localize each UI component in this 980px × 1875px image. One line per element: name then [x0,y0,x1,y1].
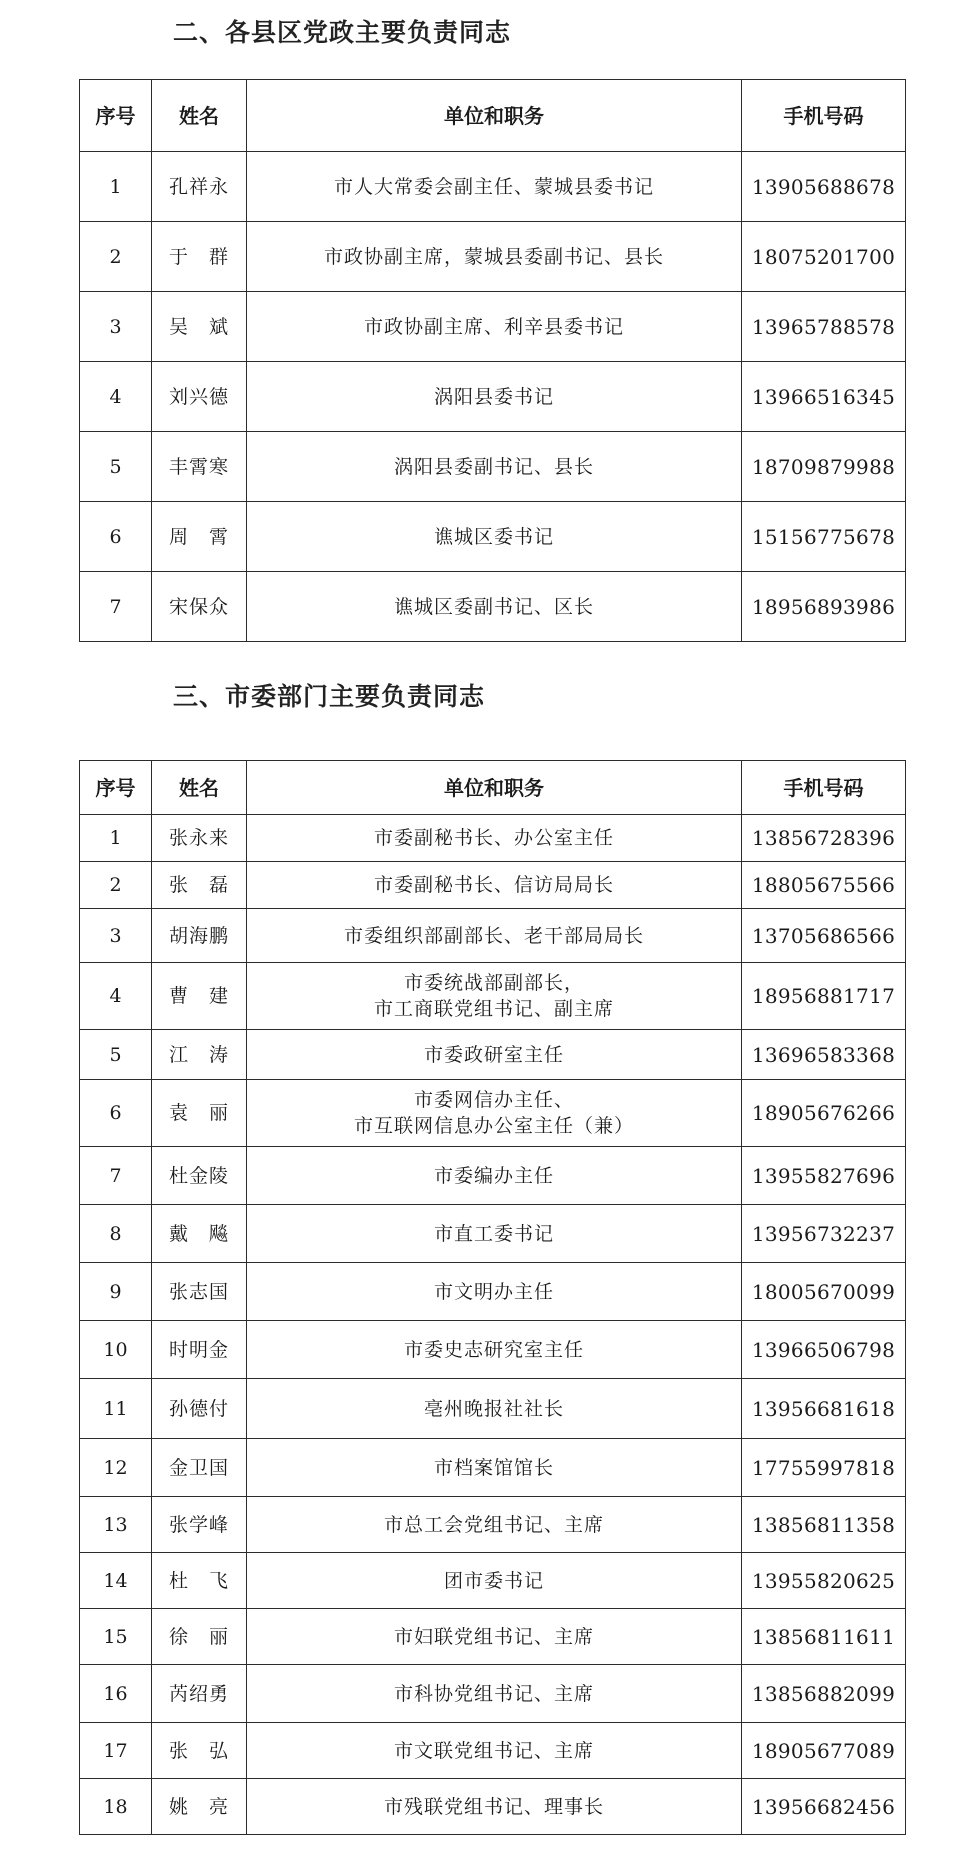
position-title [247,909,742,963]
row-number: 10 [80,1321,152,1379]
phone-number: 18805675566 [742,862,906,909]
duty-line: 市互联网信息办公室主任（兼） [353,1115,634,1137]
table-row [80,815,906,862]
table-row [80,1779,906,1835]
table-row [80,152,906,222]
phone-number: 13856882099 [742,1665,906,1723]
phone-number: 13955827696 [742,1147,906,1205]
table-row [80,1609,906,1665]
row-number: 7 [80,572,152,642]
position-title [247,862,742,909]
phone-number: 18905676266 [742,1080,906,1147]
position-title [247,1779,742,1835]
row-number: 2 [80,862,152,909]
phone-number: 13856811358 [742,1497,906,1553]
person-name: 杜 飞 [152,1553,247,1609]
row-number: 3 [80,292,152,362]
duty-line: 亳州晚报社社长 [423,1397,564,1420]
table-row [80,1321,906,1379]
row-number: 9 [80,1263,152,1321]
person-name: 姚 亮 [152,1779,247,1835]
row-number: 8 [80,1205,152,1263]
duty-line: 市直工委书记 [433,1222,554,1245]
duty-line: 市文明办主任 [433,1280,554,1303]
person-name: 徐 丽 [152,1609,247,1665]
position-title [247,1030,742,1080]
row-number: 7 [80,1147,152,1205]
header-cell-duty: 单位和职务 [247,80,742,152]
department-leaders-tbody [80,761,906,1835]
duty-line: 市委编办主任 [433,1164,554,1187]
position-title [247,1665,742,1723]
position-title [247,1497,742,1553]
phone-number: 13956732237 [742,1205,906,1263]
row-number: 6 [80,502,152,572]
header-cell-name: 姓名 [152,761,247,815]
table-row [80,1723,906,1779]
position-title [247,1553,742,1609]
duty-line: 团市委书记 [443,1569,544,1592]
phone-number: 17755997818 [742,1439,906,1497]
phone-number: 13966506798 [742,1321,906,1379]
person-name: 刘兴德 [152,362,247,432]
duty-line: 市委网信办主任、 [413,1089,574,1111]
table-row [80,1147,906,1205]
position-title [247,1321,742,1379]
position-title [247,1147,742,1205]
department-leaders-table [79,760,906,1835]
duty-line: 市残联党组书记、理事长 [383,1795,604,1818]
header-cell-phone: 手机号码 [742,761,906,815]
person-name: 张学峰 [152,1497,247,1553]
row-number: 12 [80,1439,152,1497]
table-row [80,1030,906,1080]
duty-line: 市科协党组书记、主席 [393,1682,594,1705]
person-name: 芮绍勇 [152,1665,247,1723]
table-row [80,1665,906,1723]
person-name: 丰霄寒 [152,432,247,502]
position-title [247,963,742,1030]
duty-line: 市委副秘书长、办公室主任 [373,827,614,849]
phone-number: 13696583368 [742,1030,906,1080]
phone-number: 13966516345 [742,362,906,432]
phone-number: 15156775678 [742,502,906,572]
person-name: 戴 飚 [152,1205,247,1263]
phone-number: 13955820625 [742,1553,906,1609]
position-title: 市政协副主席、利辛县委书记 [247,292,742,362]
person-name: 袁 丽 [152,1080,247,1147]
phone-number: 13905688678 [742,152,906,222]
header-cell-no: 序号 [80,80,152,152]
table-row [80,963,906,1030]
person-name: 杜金陵 [152,1147,247,1205]
table-row [80,432,906,502]
header-row [80,80,906,152]
duty-line: 市委副秘书长、信访局局长 [373,874,614,896]
duty-line: 市总工会党组书记、主席 [383,1513,604,1536]
row-number: 15 [80,1609,152,1665]
position-title: 市政协副主席，蒙城县委副书记、县长 [247,222,742,292]
position-title [247,1723,742,1779]
phone-number: 13856811611 [742,1609,906,1665]
person-name: 张永来 [152,815,247,862]
person-name: 曹 建 [152,963,247,1030]
position-title [247,1379,742,1439]
header-cell-duty: 单位和职务 [247,761,742,815]
row-number: 13 [80,1497,152,1553]
person-name: 张 磊 [152,862,247,909]
position-title [247,1609,742,1665]
position-title: 谯城区委副书记、区长 [247,572,742,642]
header-cell-phone: 手机号码 [742,80,906,152]
header-row [80,761,906,815]
row-number: 1 [80,152,152,222]
phone-number: 13965788578 [742,292,906,362]
position-title [247,1439,742,1497]
duty-line: 市文联党组书记、主席 [393,1739,594,1762]
table-row [80,1379,906,1439]
table-row [80,909,906,963]
duty-line: 市委史志研究室主任 [403,1338,584,1361]
phone-number: 18956893986 [742,572,906,642]
person-name: 孙德付 [152,1379,247,1439]
table-row [80,1497,906,1553]
position-title [247,1080,742,1147]
position-title [247,1205,742,1263]
phone-number: 18709879988 [742,432,906,502]
row-number: 17 [80,1723,152,1779]
duty-line: 市工商联党组书记、副主席 [373,998,614,1020]
section-3-title: 三、市委部门主要负责同志 [173,682,486,711]
duty-line: 市妇联党组书记、主席 [393,1625,594,1648]
phone-number: 13956681618 [742,1379,906,1439]
row-number: 1 [80,815,152,862]
duty-line: 市委统战部副部长， [403,972,584,994]
phone-number: 18005670099 [742,1263,906,1321]
position-title [247,815,742,862]
table-row [80,862,906,909]
person-name: 胡海鹏 [152,909,247,963]
position-title: 市人大常委会副主任、蒙城县委书记 [247,152,742,222]
row-number: 6 [80,1080,152,1147]
table-row [80,1080,906,1147]
table-row [80,1263,906,1321]
phone-number: 13856728396 [742,815,906,862]
table-row [80,1553,906,1609]
row-number: 4 [80,362,152,432]
table-row [80,572,906,642]
table-row [80,1205,906,1263]
person-name: 周 霄 [152,502,247,572]
row-number: 18 [80,1779,152,1835]
phone-number: 18075201700 [742,222,906,292]
table-row [80,292,906,362]
row-number: 16 [80,1665,152,1723]
table-row [80,1439,906,1497]
person-name: 江 涛 [152,1030,247,1080]
person-name: 于 群 [152,222,247,292]
county-leaders-tbody [80,80,906,642]
position-title: 涡阳县委副书记、县长 [247,432,742,502]
row-number: 5 [80,1030,152,1080]
person-name: 金卫国 [152,1439,247,1497]
row-number: 3 [80,909,152,963]
phone-number: 18956881717 [742,963,906,1030]
table-row [80,362,906,432]
row-number: 2 [80,222,152,292]
header-cell-no: 序号 [80,761,152,815]
person-name: 张 弘 [152,1723,247,1779]
row-number: 5 [80,432,152,502]
duty-line: 市委组织部副部长、老干部局局长 [343,924,644,947]
phone-number: 13705686566 [742,909,906,963]
person-name: 宋保众 [152,572,247,642]
person-name: 时明金 [152,1321,247,1379]
row-number: 4 [80,963,152,1030]
position-title: 涡阳县委书记 [247,362,742,432]
header-cell-name: 姓名 [152,80,247,152]
phone-number: 18905677089 [742,1723,906,1779]
duty-line: 市委政研室主任 [423,1043,564,1066]
row-number: 14 [80,1553,152,1609]
person-name: 吴 斌 [152,292,247,362]
county-leaders-table [79,79,906,642]
duty-line: 市档案馆馆长 [433,1456,554,1479]
position-title: 谯城区委书记 [247,502,742,572]
row-number: 11 [80,1379,152,1439]
person-name: 张志国 [152,1263,247,1321]
phone-number: 13956682456 [742,1779,906,1835]
section-2-title: 二、各县区党政主要负责同志 [173,18,512,47]
position-title [247,1263,742,1321]
table-row [80,502,906,572]
table-row [80,222,906,292]
person-name: 孔祥永 [152,152,247,222]
